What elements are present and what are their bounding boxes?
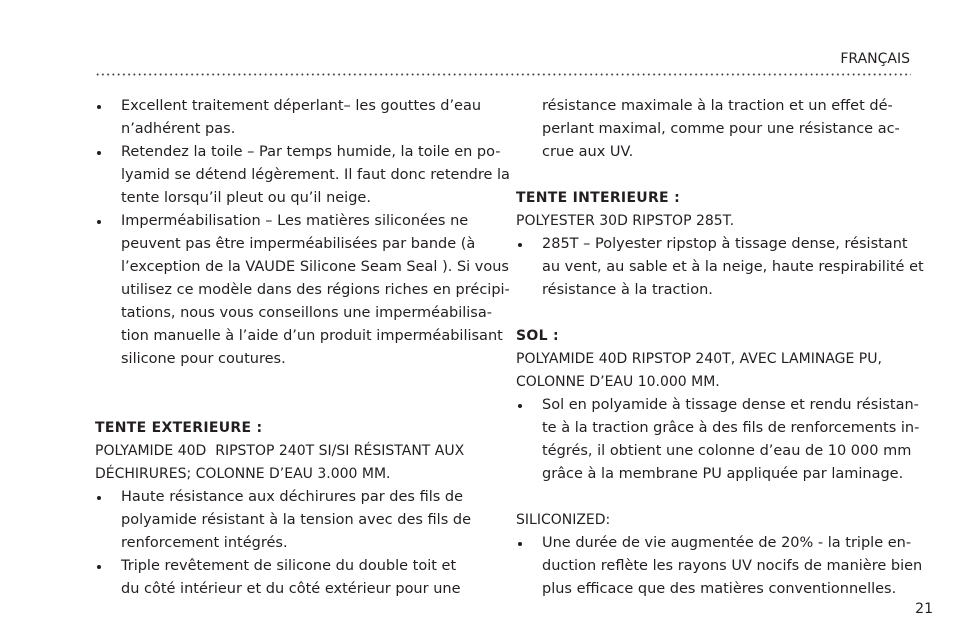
feature-uv-protection (516, 532, 934, 601)
section-label-siliconized: SILICONIZED: (516, 512, 611, 528)
text-line: plus efficace que des matières conventionnelles. (542, 581, 897, 597)
text-line: du côté intérieur et du côté extérieur pour une (121, 581, 461, 597)
section-gap (516, 164, 934, 187)
feature-tear-resistance (95, 486, 511, 555)
section-heading-outer-tent: TENTE EXTERIEURE : (95, 420, 263, 436)
bullet-icon (97, 496, 101, 500)
text-line: polyamide résistant à la tension avec des fils de (121, 512, 471, 528)
text-line: Sol en polyamide à tissage dense et rendu résistan- (542, 397, 919, 413)
text-line: silicone pour coutures. (121, 351, 286, 367)
text-line: Imperméabilisation – Les matières siliconées ne (121, 213, 469, 229)
text-line: perlant maximal, comme pour une résistance ac- (542, 121, 900, 137)
feature-silicone-coating-continued (516, 95, 934, 164)
care-tip-retension (95, 141, 511, 210)
bullet-icon (97, 220, 101, 224)
text-line: duction reflète les rayons UV nocifs de manière bien (542, 558, 923, 574)
text-line: grâce à la membrane PU appliquée par laminage. (542, 466, 904, 482)
text-line: Une durée de vie augmentée de 20% - la triple en- (542, 535, 912, 551)
bullet-icon (97, 105, 101, 109)
right-column (516, 95, 934, 601)
spec-line: POLYAMIDE 40D RIPSTOP 240T, AVEC LAMINAGE PU, (516, 351, 882, 367)
text-line: te à la traction grâce à des fils de renforcements in- (542, 420, 920, 436)
text-line: au vent, au sable et à la neige, haute respirabilité et (542, 259, 924, 275)
text-line: résistance maximale à la traction et un effet dé- (542, 98, 893, 114)
care-tip-waterproofing (95, 210, 511, 371)
feature-inner-ripstop (516, 233, 934, 302)
text-line: crue aux UV. (542, 144, 634, 160)
spec-line: POLYESTER 30D RIPSTOP 285T. (516, 213, 735, 229)
language-label: FRANÇAIS (840, 51, 910, 67)
text-line: n’adhérent pas. (121, 121, 236, 137)
text-line: Retendez la toile – Par temps humide, la toile en po- (121, 144, 501, 160)
header-dotted-divider (95, 73, 911, 76)
spec-line: POLYAMIDE 40D RIPSTOP 240T SI/SI RÉSISTANT AUX (95, 443, 465, 459)
left-column (95, 95, 511, 601)
text-line: l’exception de la VAUDE Silicone Seam Seal ). Si vous (121, 259, 509, 275)
care-tip-water-repellent (95, 95, 511, 141)
section-gap (95, 371, 511, 417)
page-number: 21 (915, 601, 933, 617)
text-line: renforcement intégrés. (121, 535, 288, 551)
feature-floor-polyamide (516, 394, 934, 486)
section-heading-inner-tent: TENTE INTERIEURE : (516, 190, 680, 206)
text-line: tégrés, il obtient une colonne d’eau de 10 000 mm (542, 443, 912, 459)
text-line: lyamid se détend légèrement. Il faut donc retendre la (121, 167, 510, 183)
text-line: 285T – Polyester ripstop à tissage dense, résistant (542, 236, 908, 252)
text-line: Excellent traitement déperlant– les gouttes d’eau (121, 98, 482, 114)
bullet-icon (97, 151, 101, 155)
text-line: tion manuelle à l’aide d’un produit imperméabilisant (121, 328, 503, 344)
feature-silicone-coating (95, 555, 511, 601)
bullet-icon (518, 542, 522, 546)
section-gap (516, 486, 934, 509)
section-heading-floor: SOL : (516, 328, 559, 344)
spec-line: COLONNE D’EAU 10.000 MM. (516, 374, 720, 390)
bullet-icon (518, 404, 522, 408)
section-gap (516, 302, 934, 325)
text-line: Haute résistance aux déchirures par des fils de (121, 489, 464, 505)
text-line: utilisez ce modèle dans des régions riches en précipi- (121, 282, 510, 298)
bullet-icon (97, 565, 101, 569)
text-line: Triple revêtement de silicone du double toit et (121, 558, 457, 574)
bullet-icon (518, 243, 522, 247)
spec-line: DÉCHIRURES; COLONNE D’EAU 3.000 MM. (95, 466, 391, 482)
text-line: résistance à la traction. (542, 282, 713, 298)
text-line: tente lorsqu’il pleut ou qu’il neige. (121, 190, 371, 206)
text-line: tations, nous vous conseillons une imperméabilisa- (121, 305, 492, 321)
text-line: peuvent pas être imperméabilisées par bande (à (121, 236, 476, 252)
